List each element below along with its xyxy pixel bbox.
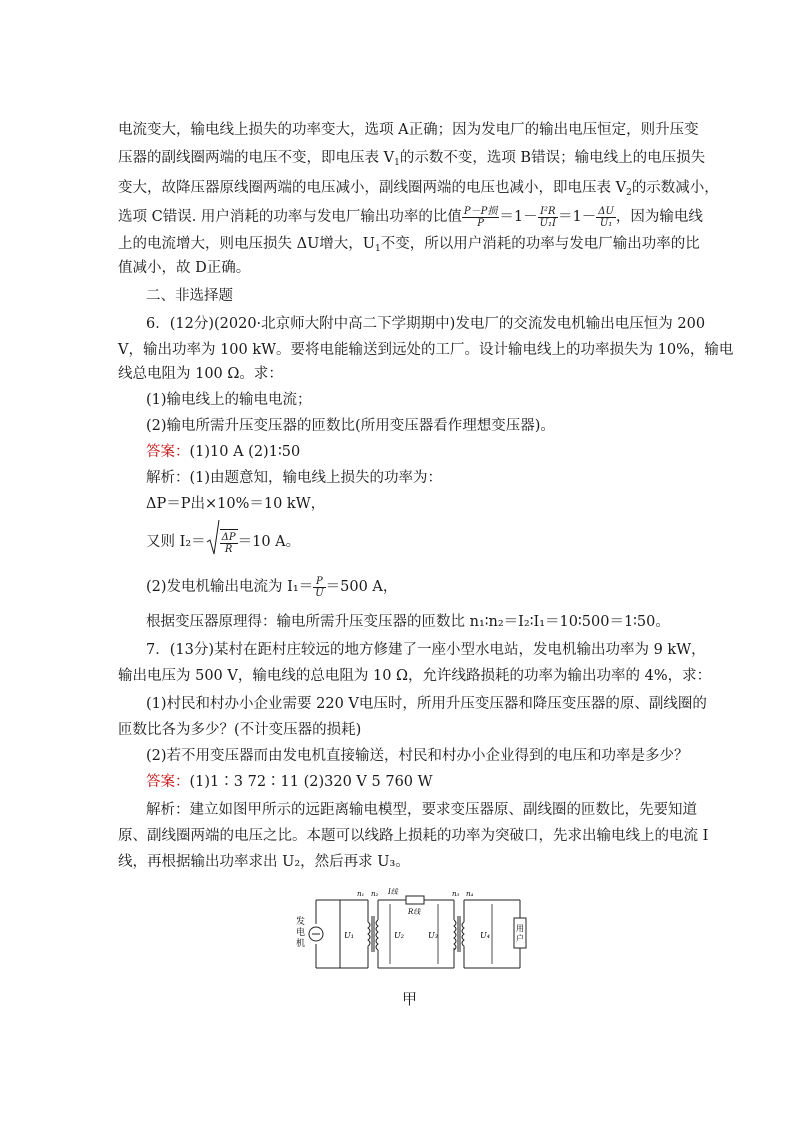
text-line: 值减小，故 D正确。	[118, 260, 251, 276]
text-line	[118, 148, 706, 173]
radical-sign	[206, 518, 220, 556]
analysis-line: ΔP＝P出×10%＝10 kW，	[146, 496, 326, 512]
answer-text: (1)10 A (2)1∶50	[189, 444, 301, 460]
question-line: (2)输电所需升压变压器的匝数比(所用变压器看作理想变压器)。	[146, 418, 555, 434]
step-down-transformer	[454, 916, 464, 952]
voltage-u3-label: U₃	[428, 931, 438, 940]
question-line: (1)村民和村办小企业需要 220 V电压时，所用升压变压器和降压变压器的原、副线圈的	[146, 696, 707, 712]
text-span: 不变，所以用户消耗的功率与发电厂输出功率的比	[380, 236, 700, 252]
answer-line	[146, 442, 706, 462]
fraction-denominator: P	[477, 217, 485, 229]
answer-text: (1)1∶3 72∶11 (2)320 V 5 760 W	[189, 774, 433, 790]
square-root	[206, 522, 238, 562]
generator-label	[296, 915, 308, 949]
text-span: ＝500 A，	[325, 579, 398, 595]
r-line-label: R线	[408, 908, 421, 916]
analysis-line: 原、副线圈两端的电压之比。本题可以线路上损耗的功率为突破口，先求出输电线上的电流 I	[118, 828, 709, 844]
voltage-u4-label: U₄	[480, 931, 490, 940]
question-line: (2)若不用变压器而由发电机直接输送，村民和村办小企业得到的电压和功率是多少？	[146, 748, 689, 764]
text-span: 的示数减小，	[631, 180, 719, 196]
text-span: ，因为输电线	[615, 209, 703, 225]
user-label	[516, 924, 527, 943]
text-span: (2)发电机输出电流为 I₁＝	[146, 579, 314, 595]
step-up-transformer	[368, 916, 378, 952]
generator-char: 电	[296, 928, 306, 938]
text-span: 上的电流增大，则电压损失 ΔU增大，U	[118, 236, 376, 252]
fraction-numerator: I²R	[538, 206, 558, 218]
generator-char: 机	[296, 939, 306, 949]
fraction-denominator: U₁I	[539, 217, 557, 229]
answer-label: 答案：	[146, 774, 190, 790]
fraction	[313, 576, 325, 599]
figure-caption: 甲	[402, 990, 418, 1008]
user-char: 用	[516, 924, 524, 933]
formula-line	[146, 522, 706, 562]
voltage-u1-label: U₁	[344, 931, 354, 940]
generator-char: 发	[296, 917, 306, 927]
question-line: 输出电压为 500 V，输电线的总电阻为 10 Ω，允许线路损耗的功率为输出功率的 4%，求：	[118, 668, 712, 684]
i-line-label: I线	[388, 888, 398, 896]
text-span: ＝10 A。	[237, 534, 301, 550]
text-span: ＝1－	[499, 209, 538, 225]
question-line: V，输出功率为 100 kW。要将电能输送到远处的工厂。设计输电线上的功率损失为 10%，输电	[118, 342, 734, 358]
subscript: 1	[394, 158, 400, 168]
text-line	[118, 178, 719, 203]
text-span: 的示数不变，选项 B错误；输电线上的电压损失	[399, 150, 706, 166]
transmission-line	[378, 896, 454, 968]
formula-line	[118, 204, 703, 230]
n3-label: n₃	[452, 890, 460, 898]
fraction	[538, 206, 558, 229]
fraction-denominator: U₁	[599, 217, 613, 229]
fraction-numerator: ΔP	[221, 532, 236, 543]
fraction-denominator: U	[315, 587, 324, 599]
n4-label: n₄	[466, 890, 474, 898]
question-line: 6．(12分)(2020·北京师大附中高二下学期期中)发电厂的交流发电机输出电压恒为 200	[146, 316, 706, 332]
n2-label: n₂	[371, 890, 379, 898]
power-transmission-circuit-diagram	[270, 886, 532, 974]
text-line: 电流变大，输电线上损失的功率变大，选项 A正确；因为发电厂的输出电压恒定，则升压变	[118, 122, 699, 138]
fraction	[220, 529, 238, 555]
fraction-numerator: P－P损	[463, 205, 498, 217]
fraction-denominator: R	[224, 544, 233, 555]
text-span: 选项 C错误. 用户消耗的功率与发电厂输出功率的比值	[118, 209, 462, 225]
text-span: 变大，故降压器原线圈两端的电压减小，副线圈两端的电压也减小，即电压表 V	[118, 180, 627, 196]
question-line: 线总电阻为 100 Ω。求：	[118, 366, 283, 382]
analysis-line: 线，再根据输出功率求出 U₂，然后再求 U₃。	[118, 854, 410, 870]
formula-line	[146, 572, 706, 602]
fraction-numerator: P	[313, 576, 325, 588]
fraction-numerator: ΔU	[598, 205, 614, 217]
generator-loop	[316, 900, 368, 968]
answer-label: 答案：	[146, 444, 190, 460]
text-span: 又则 I₂＝	[146, 534, 206, 550]
analysis-line: 解析：(1)由题意知，输电线上损失的功率为：	[146, 470, 443, 486]
question-line: 7．(13分)某村在距村庄较远的地方修建了一座小型水电站，发电机输出功率为 9 kW，	[146, 642, 706, 658]
section-heading: 二、非选择题	[146, 288, 233, 304]
subscript: 1	[375, 244, 381, 254]
text-span: ＝1－	[558, 209, 597, 225]
subscript: 2	[626, 188, 632, 198]
text-line	[118, 234, 700, 259]
user-char: 户	[516, 934, 524, 943]
n1-label: n₁	[357, 890, 365, 898]
analysis-line: 根据变压器原理得：输电所需升压变压器的匝数比 n₁∶n₂＝I₂∶I₁＝10∶500＝1∶50。	[146, 614, 670, 630]
question-line: (1)输电线上的输电电流；	[146, 392, 312, 408]
analysis-line: 解析：建立如图甲所示的远距离输电模型，要求变压器原、副线圈的匝数比，先要知道	[146, 802, 697, 818]
answer-line	[146, 772, 706, 792]
voltage-u2-label: U₂	[394, 931, 404, 940]
fraction	[462, 206, 499, 229]
question-line: 匝数比各为多少？(不计变压器的损耗)	[118, 722, 362, 738]
fraction	[596, 206, 616, 229]
text-span: 压器的副线圈两端的电压不变，即电压表 V	[118, 150, 395, 166]
